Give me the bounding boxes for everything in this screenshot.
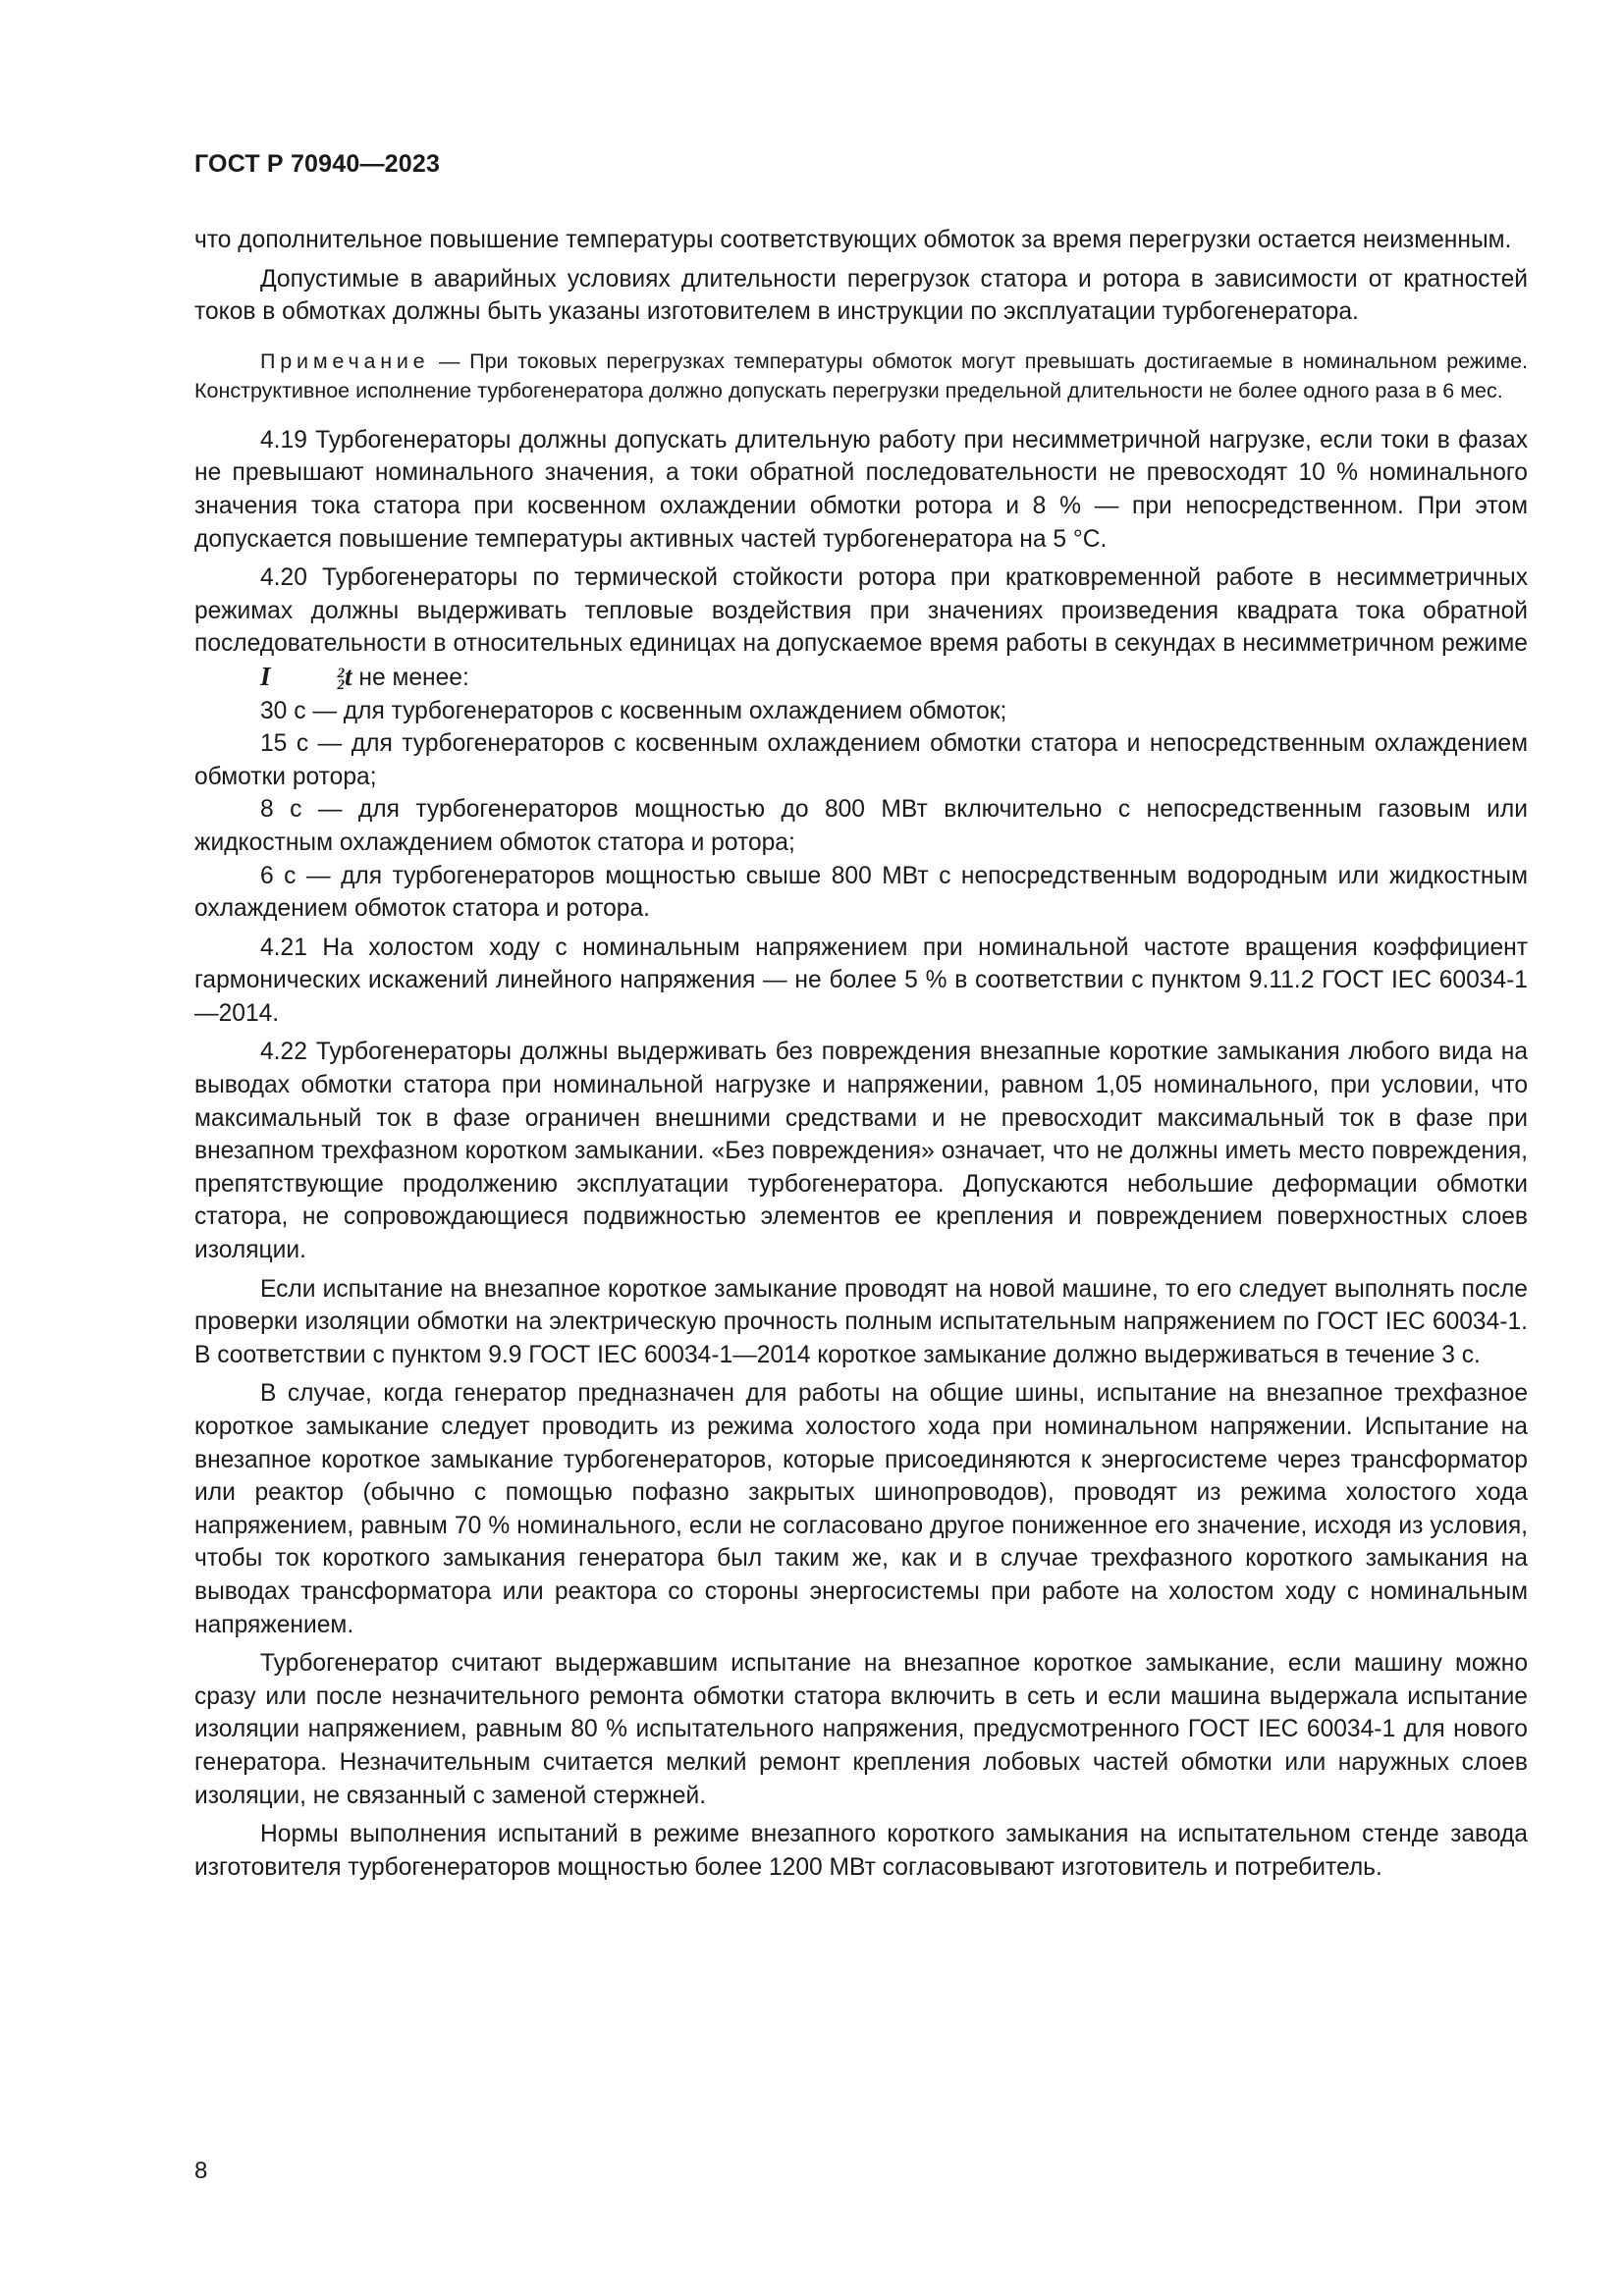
clause-4-20 xyxy=(194,561,1528,694)
clause-4-22: 4.22 Турбогенераторы должны выдерживать без повреждения внезапные короткие замыкания любого вида на выводах обмотки статора при номинальной нагрузке и напряжении, равном 1,05 номинального, при условии, что максимальный ток в фазе ограничен внешними средствами и не превосходит максимальный ток в фазе при внезапном трехфазном коротком замыкании. «Без повреждения» означает, что не должны иметь место повреждения, препятствующие продолжению эксплуатации турбогенератора. Допускаются небольшие деформации обмотки статора, не сопровождающиеся подвижностью элементов ее крепления и повреждением поверхностных слоев изоляции. xyxy=(194,1039,1528,1264)
formula-subscript: 2 xyxy=(337,676,346,693)
list-item-15s: 15 с — для турбогенераторов с косвенным охлаждением обмотки статора и непосредственным охлаждением обмотки ротора; xyxy=(194,730,1528,790)
clause-4-20-text: 4.20 Турбогенераторы по термической стойкости ротора при кратковременной работе в несимметричных режимах должны выдерживать тепловые воздействия при значениях произведения квадрата тока обратной последовательности в относительных единицах на допускаемое время работы в секундах в несимметричном режиме xyxy=(194,564,1528,658)
formula-t: t xyxy=(345,661,352,691)
paragraph-common-bus-test: В случае, когда генератор предназначен для работы на общие шины, испытание на внезапное трехфазное короткое замыкание следует проводить из режима холостого хода при номинальном напряжении. Испытание на внезапное короткое замыкание турбогенераторов, которые присоединяются к энергосистеме через трансформатор или реактор (обычно с помощью пофазно закрытых шинопроводов), проводят из режима холостого хода напряжением, равным 70 % номинального, если не согласовано другое пониженное его значение, исходя из условия, чтобы ток короткого замыкания генератора был таким же, как и в случае трехфазного короткого замыкания на выводах трансформатора или реактора со стороны энергосистемы при работе на холостом ходу с номинальным напряжением. xyxy=(194,1380,1528,1638)
paragraph-test-passed: Турбогенератор считают выдержавшим испытание на внезапное короткое замыкание, если машину можно сразу или после незначительного ремонта обмотки статора включить в сеть и если машина выдержала испытание изоляции напряжением, равным 80 % испытательного напряжения, предусмотренного ГОСТ IEC 60034-1 для нового генератора. Незначительным считается мелкий ремонт крепления лобовых частей обмотки или наружных слоев изоляции, не связанный с заменой стержней. xyxy=(194,1650,1528,1809)
paragraph-test-norms: Нормы выполнения испытаний в режиме внезапного короткого замыкания на испытательном стенде завода изготовителя турбогенераторов мощностью более 1200 МВт согласовывают изготовитель и потребитель. xyxy=(194,1821,1528,1881)
clause-4-20-end: не менее: xyxy=(352,664,469,691)
paragraph-new-machine-test: Если испытание на внезапное короткое замыкание проводят на новой машине, то его следует выполнять после проверки изоляции обмотки на электрическую прочность полным испытательным напряжением по ГОСТ IEC 60034-1. В соответствии с пунктом 9.9 ГОСТ IEC 60034-1—2014 короткое замыкание должно выдерживаться в течение 3 с. xyxy=(194,1275,1528,1368)
note-label: Примечание xyxy=(260,348,430,373)
page-number: 8 xyxy=(194,2158,208,2184)
paragraph-overload-durations: Допустимые в аварийных условиях длительности перегрузок статора и ротора в зависимости от кратностей токов в обмотках должны быть указаны изготовителем в инструкции по эксплуатации турбогенератора. xyxy=(194,265,1528,326)
formula-superscript: 2 xyxy=(337,665,346,681)
document-header-code: ГОСТ Р 70940—2023 xyxy=(194,150,441,178)
list-item-6s: 6 с — для турбогенераторов мощностью свыше 800 МВт с непосредственным водородным или жидкостным охлаждением обмоток статора и ротора. xyxy=(194,862,1528,923)
list-item-8s: 8 с — для турбогенераторов мощностью до 800 МВт включительно с непосредственным газовым или жидкостным охлаждением обмоток статора и ротора; xyxy=(194,796,1528,856)
formula-i2t xyxy=(194,662,352,691)
formula-base: I xyxy=(260,661,271,691)
list-item-30s: 30 с — для турбогенераторов с косвенным охлаждением обмоток; xyxy=(260,697,1007,724)
note xyxy=(194,347,1528,406)
document-body xyxy=(194,224,1528,1890)
note-text: — При токовых перегрузках температуры обмоток могут превышать достигаемые в номинальном режиме. Конструктивное исполнение турбогенератора должно допускать перегрузки предельной длительности не более одного раза в 6 мес. xyxy=(194,348,1528,403)
clause-4-19: 4.19 Турбогенераторы должны допускать длительную работу при несимметричной нагрузке, если токи в фазах не превышают номинального значения, а токи обратной последовательности не превосходят 10 % номинального значения тока статора при косвенном охлаждении обмотки ротора и 8 % — при непосредственном. При этом допускается повышение температуры активных частей турбогенератора на 5 °С. xyxy=(194,426,1528,553)
clause-4-21: 4.21 На холостом ходу с номинальным напряжением при номинальной частоте вращения коэффициент гармонических искажений линейного напряжения — не более 5 % в соответствии с пунктом 9.11.2 ГОСТ IEC 60034-1—2014. xyxy=(194,934,1528,1027)
paragraph-continuation: что дополнительное повышение температуры соответствующих обмоток за время перегрузки остается неизменным. xyxy=(194,227,1512,253)
